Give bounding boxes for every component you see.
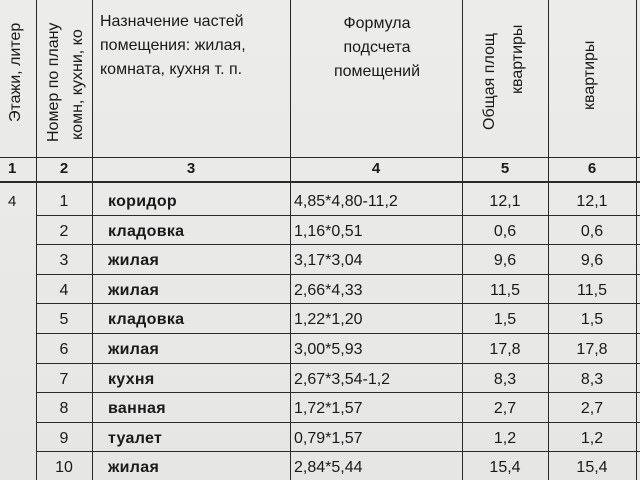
total-area-cell: 9,6 xyxy=(493,252,517,269)
column-number: 3 xyxy=(186,160,196,177)
total-area-cell: 8,3 xyxy=(493,371,517,388)
grid-line xyxy=(36,451,640,452)
room-purpose-cell: ванная xyxy=(108,400,166,417)
column-number: 4 xyxy=(371,160,381,177)
formula-cell: 4,85*4,80-11,2 xyxy=(294,193,398,210)
formula-cell: 3,00*5,93 xyxy=(294,341,363,358)
room-number-cell: 1 xyxy=(59,193,69,210)
total-area-cell: 17,8 xyxy=(489,341,521,358)
grid-line xyxy=(0,181,640,183)
room-purpose-cell: кухня xyxy=(108,371,155,388)
grid-line xyxy=(36,363,640,364)
header-room-number-line2: комн, кухни, ко xyxy=(69,29,86,140)
floor-cell xyxy=(8,369,36,391)
grid-line xyxy=(36,303,640,304)
room-number-cell: 7 xyxy=(59,371,69,388)
grid-line xyxy=(290,0,291,480)
grid-line xyxy=(36,333,640,334)
header-purpose-line: помещения: жилая, xyxy=(100,37,246,54)
header-formula-line: подсчета xyxy=(343,39,411,56)
apartment-area-cell: 9,6 xyxy=(580,252,604,269)
grid-line xyxy=(92,0,93,480)
floor-cell xyxy=(8,250,36,272)
room-purpose-cell: кладовка xyxy=(108,223,185,240)
header-floors: Этажи, литер xyxy=(7,22,24,122)
apartment-area-cell: 12,1 xyxy=(576,193,608,210)
grid-line xyxy=(36,422,640,423)
total-area-cell: 15,4 xyxy=(489,459,521,476)
room-purpose-cell: кладовка xyxy=(108,311,185,328)
formula-cell: 3,17*3,04 xyxy=(294,252,363,269)
header-total-area-line2: квартиры xyxy=(509,24,526,94)
room-purpose-cell: жилая xyxy=(108,341,160,358)
grid-line xyxy=(0,157,640,158)
floor-cell: 4 xyxy=(8,193,17,210)
room-number-cell: 10 xyxy=(55,459,73,476)
formula-cell: 2,66*4,33 xyxy=(294,282,363,299)
apartment-area-cell: 0,6 xyxy=(580,223,604,240)
floor-cell xyxy=(8,309,36,331)
room-number-cell: 8 xyxy=(59,400,69,417)
header-apartment: квартиры xyxy=(581,40,598,110)
apartment-area-cell: 17,8 xyxy=(576,341,608,358)
room-number-cell: 6 xyxy=(59,341,69,358)
header-purpose-line: Назначение частей xyxy=(100,13,244,30)
apartment-area-cell: 15,4 xyxy=(576,459,608,476)
formula-cell: 1,72*1,57 xyxy=(294,400,363,417)
total-area-cell: 2,7 xyxy=(493,400,517,417)
formula-cell: 2,84*5,44 xyxy=(294,459,363,476)
room-purpose-cell: жилая xyxy=(108,282,160,299)
header-formula-line: Формула xyxy=(343,15,411,32)
column-number: 5 xyxy=(500,160,510,177)
floor-cell xyxy=(8,280,36,302)
floor-cell xyxy=(8,221,36,243)
column-number: 6 xyxy=(587,160,597,177)
apartment-area-cell: 2,7 xyxy=(580,400,604,417)
room-number-cell: 3 xyxy=(59,252,69,269)
column-number: 1 xyxy=(8,160,17,177)
header-formula xyxy=(294,12,460,84)
room-number-cell: 9 xyxy=(59,430,69,447)
formula-cell: 1,22*1,20 xyxy=(294,311,363,328)
room-number-cell: 5 xyxy=(59,311,69,328)
grid-line xyxy=(36,244,640,245)
total-area-cell: 1,5 xyxy=(493,311,517,328)
apartment-area-cell: 1,5 xyxy=(580,311,604,328)
formula-cell: 0,79*1,57 xyxy=(294,430,363,447)
formula-cell: 1,16*0,51 xyxy=(294,223,363,240)
total-area-cell: 11,5 xyxy=(490,282,520,299)
floor-cell xyxy=(8,457,36,479)
room-purpose-cell: коридор xyxy=(108,193,177,210)
header-total-area-line1: Общая площ xyxy=(481,32,498,130)
header-room-number-line1: Номер по плану xyxy=(45,22,62,142)
room-number-cell: 4 xyxy=(59,282,69,299)
total-area-cell: 12,1 xyxy=(489,193,521,210)
floor-cell xyxy=(8,398,36,420)
column-number: 2 xyxy=(59,160,69,177)
apartment-area-cell: 8,3 xyxy=(580,371,604,388)
room-number-cell: 2 xyxy=(59,223,69,240)
apartment-area-cell: 1,2 xyxy=(580,430,604,447)
grid-line xyxy=(36,392,640,393)
room-purpose-cell: жилая xyxy=(108,252,160,269)
room-purpose-cell: жилая xyxy=(108,459,160,476)
grid-line xyxy=(36,215,640,216)
total-area-cell: 0,6 xyxy=(493,223,517,240)
header-purpose-line: комната, кухня т. п. xyxy=(100,61,243,78)
grid-line xyxy=(36,274,640,275)
formula-cell: 2,67*3,54-1,2 xyxy=(294,371,391,388)
room-purpose-cell: туалет xyxy=(108,430,163,447)
floor-cell xyxy=(8,428,36,450)
floor-cell xyxy=(8,339,36,361)
apartment-area-cell: 11,5 xyxy=(577,282,607,299)
header-purpose xyxy=(100,10,288,82)
total-area-cell: 1,2 xyxy=(493,430,517,447)
header-formula-line: помещений xyxy=(333,63,421,80)
grid-line xyxy=(636,0,637,480)
